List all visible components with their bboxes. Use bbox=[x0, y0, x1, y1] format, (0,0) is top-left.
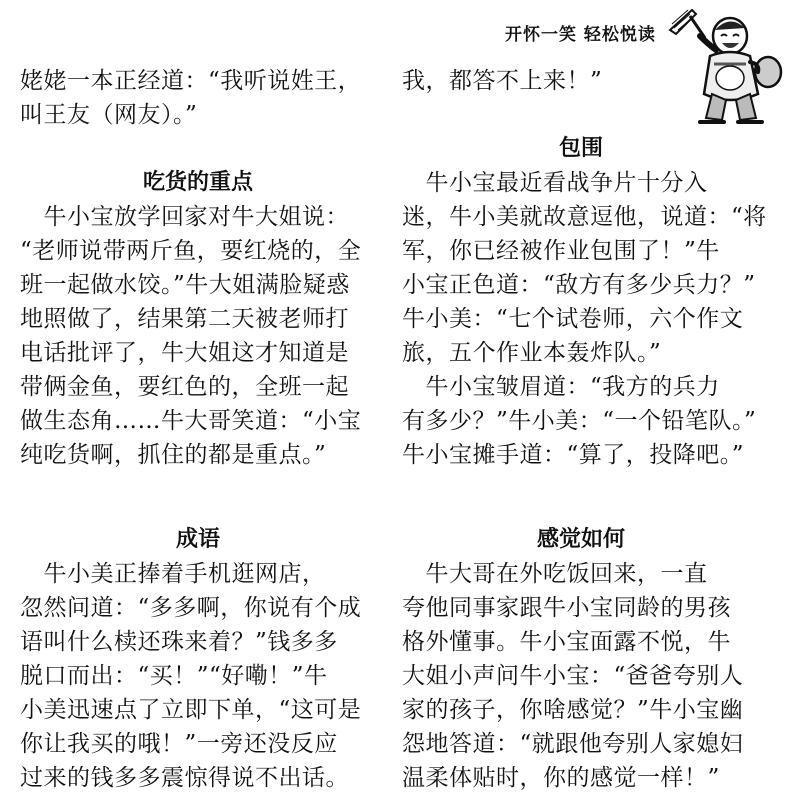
left-column bbox=[20, 64, 376, 795]
text-line: 电话批评了，牛大姐这才知道是 bbox=[20, 340, 349, 366]
text-line: 姥姥一本正经道：“我听说姓王， bbox=[20, 68, 362, 94]
text-line: 牛小美：“七个试卷师，六个作文 bbox=[402, 306, 744, 332]
page-header: 开怀一笑 轻松悦读 bbox=[505, 25, 656, 45]
text-line: 牛小宝最近看战争片十分入 bbox=[402, 170, 708, 196]
text-line: 带俩金鱼，要红色的，全班一起 bbox=[20, 374, 349, 400]
text-line: 有多少？”牛小美：“一个铅笔队。” bbox=[402, 408, 757, 434]
text-line: 过来的钱多多震惊得说不出话。 bbox=[20, 765, 349, 791]
text-line: 夸他同事家跟牛小宝同龄的男孩 bbox=[402, 595, 731, 621]
text-line: 班一起做水饺。”牛大姐满脸疑惑 bbox=[20, 272, 350, 298]
text-line: 叫王友（网友）。” bbox=[20, 102, 198, 128]
text-line: 大姐小声问牛小宝：“爸爸夸别人 bbox=[402, 663, 744, 689]
text-line: “老师说带两斤鱼，要红烧的，全 bbox=[20, 238, 362, 264]
section-title: 吃货的重点 bbox=[142, 170, 253, 195]
text-line: 脱口而出：“买！”“好嘞！”牛 bbox=[20, 663, 328, 689]
text-line: 语叫什么椟还珠来着？”钱多多 bbox=[20, 629, 338, 655]
right-column bbox=[402, 64, 767, 795]
section-title: 感觉如何 bbox=[536, 527, 625, 552]
text-line: 小宝正色道：“敌方有多少兵力？” bbox=[402, 272, 756, 298]
text-line: 牛小宝放学回家对牛大姐说： bbox=[20, 204, 349, 230]
text-line: 怨地答道：“就跟他夸别人家媳妇 bbox=[402, 731, 744, 757]
section-title: 包围 bbox=[558, 136, 603, 161]
text-line: 你让我买的哦！”一旁还没反应 bbox=[20, 731, 338, 757]
text-line: 我，都答不上来！” bbox=[402, 68, 603, 94]
text-line: 军，你已经被作业包围了！”牛 bbox=[402, 238, 720, 264]
text-line: 牛小美正捧着手机逛网店， bbox=[20, 561, 326, 587]
text-line: 家的孩子，你啥感觉？”牛小宝幽 bbox=[402, 697, 744, 723]
text-line: 格外懂事。牛小宝面露不悦，牛 bbox=[402, 629, 731, 655]
text-line: 做生态角……牛大哥笑道：“小宝 bbox=[20, 408, 362, 434]
text-line: 旅，五个作业本轰炸队。” bbox=[402, 340, 662, 366]
text-line: 忽然问道：“多多啊，你说有个成 bbox=[20, 595, 362, 621]
text-line: 温柔体贴时，你的感觉一样！” bbox=[402, 765, 720, 791]
text-line: 牛大哥在外吃饭回来，一直 bbox=[402, 561, 708, 587]
text-line: 小美迅速点了立即下单，“这可是 bbox=[20, 697, 362, 723]
text-line: 牛小宝摊手道：“算了，投降吧。” bbox=[402, 442, 745, 468]
text-line: 纯吃货啊，抓住的都是重点。” bbox=[20, 442, 327, 468]
text-line: 牛小宝皱眉道：“我方的兵力 bbox=[402, 374, 720, 400]
section-title: 成语 bbox=[175, 527, 220, 552]
text-line: 迷，牛小美就故意逗他，说道：“将 bbox=[402, 204, 767, 230]
text-line: 地照做了，结果第二天被老师打 bbox=[20, 306, 349, 332]
